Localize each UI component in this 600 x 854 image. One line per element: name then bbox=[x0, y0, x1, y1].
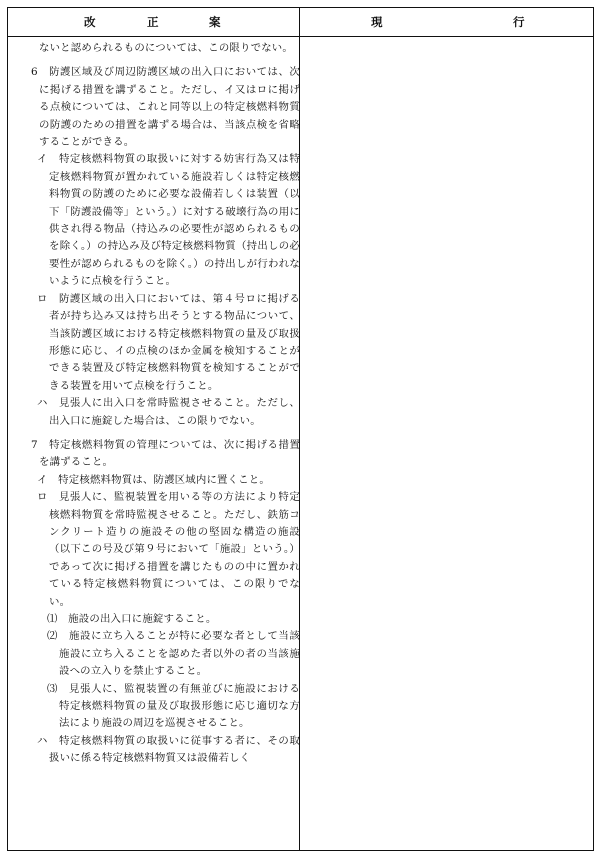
item-7-ha: ハ 特定核燃料物質の取扱いに従事する者に、その取扱いに係る特定核燃料物質又は設備若しく bbox=[37, 734, 300, 765]
current-column bbox=[301, 38, 591, 848]
header-amendment-char-3: 案 bbox=[209, 15, 221, 29]
item-7-ro-3: ⑶ 見張人に、監視装置の有無並びに施設における特定核燃料物質の量及び取扱形態に応じ適切な方法により施設の周辺を巡視させること。 bbox=[47, 682, 300, 730]
item-6-ro: ロ 防護区域の出入口においては、第４号ロに掲げる者が持ち込み又は持ち出そうとする物品について、当該防護区域における特定核燃料物質の量及び取扱形態に応じ、イの点検のほか金属を検知することができる装置及び特定核燃料物質を検知することができる装置を用いて点検を行うこと。 bbox=[37, 292, 300, 392]
amendment-column bbox=[31, 40, 300, 768]
item-6-i: イ 特定核燃料物質の取扱いに対する妨害行為又は特定核燃料物質が置かれている施設若しくは特定核燃料物質の防護のために必要な設備若しくは装置（以下「防護設備等」という。）に対する破壊行為の用に供され得る物品（持込みの必要性が認められるものを除く。）の持込み及び特定核燃料物質（持出しの必要性が認められるものを除く。）の持出しが行われないように点検を行うこと。 bbox=[37, 153, 300, 288]
header-amendment-char-1: 改 bbox=[84, 15, 96, 29]
continued-paragraph: ないと認められるものについては、この限りでない。 bbox=[39, 42, 293, 54]
item-7: 7 特定核燃料物質の管理については、次に掲げる措置を講ずること。 bbox=[31, 438, 300, 469]
header-current-char-2: 行 bbox=[513, 15, 525, 29]
item-6: 6 防護区域及び周辺防護区域の出入口においては、次に掲げる措置を講ずること。ただし、イ又はロに掲げる点検については、これと同等以上の特定核燃料物質の防護のための措置を講ずる場合は、当該点検を省略することができる。 bbox=[31, 66, 300, 149]
item-6-ha: ハ 見張人に出入口を常時監視させること。ただし、出入口に施錠した場合は、この限りでない。 bbox=[37, 397, 300, 427]
item-7-ro: ロ 見張人に、監視装置を用いる等の方法により特定核燃料物質を常時監視させること。ただし、鉄筋コンクリート造りの施設その他の堅固な構造の施設（以下この号及び第９号において「施設」という。）であって次に掲げる措置を講じたものの中に置かれている特定核燃料物質については、この限りでない。 bbox=[37, 491, 300, 608]
item-7-ro-1: ⑴ 施設の出入口に施錠すること。 bbox=[47, 613, 217, 625]
item-7-ro-2: ⑵ 施設に立ち入ることが特に必要な者として当該施設に立ち入ることを認めた者以外の者の当該施設への立入りを禁止すること。 bbox=[47, 630, 300, 678]
header-amendment-char-2: 正 bbox=[147, 15, 159, 29]
item-7-i: イ 特定核燃料物質は、防護区域内に置くこと。 bbox=[37, 473, 270, 486]
table-header-row bbox=[8, 8, 593, 37]
header-current-char-1: 現 bbox=[371, 15, 383, 29]
comparison-table bbox=[7, 7, 594, 851]
